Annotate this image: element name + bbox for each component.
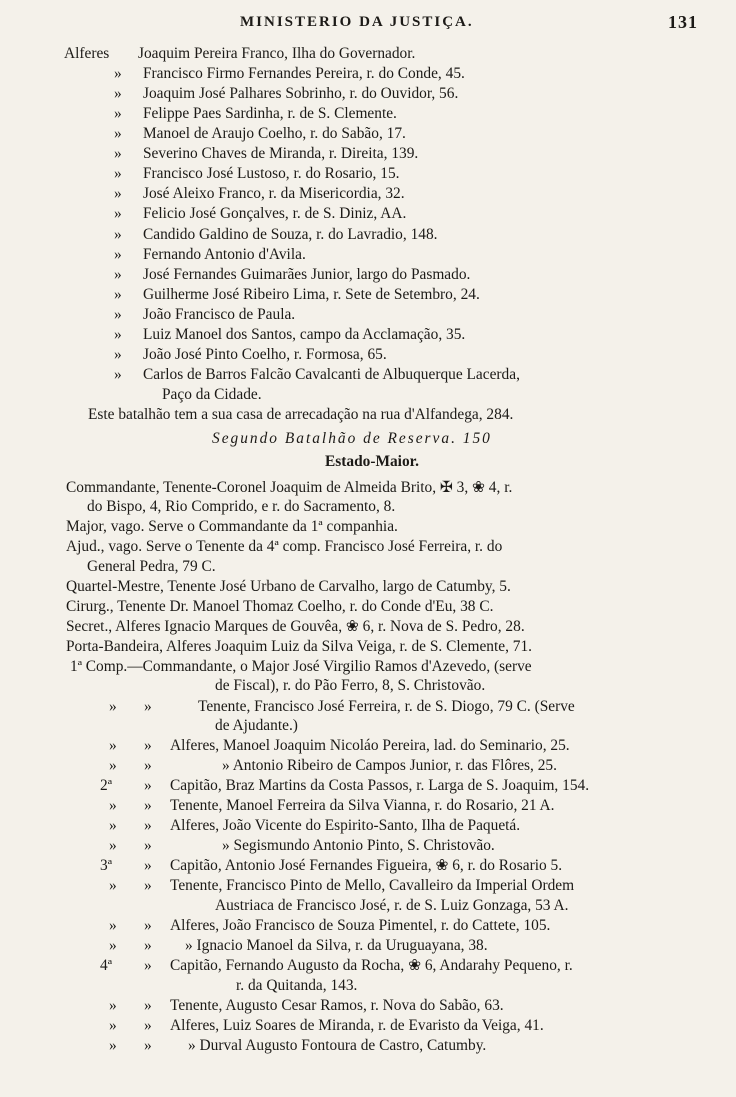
- company-col: »: [109, 997, 117, 1014]
- staff-line: Major, vago. Serve o Commandante da 1ª companhia.: [66, 518, 398, 535]
- company-entry: Tenente, Francisco Pinto de Mello, Cavalleiro da Imperial Ordem: [170, 877, 575, 894]
- page-header: [0, 14, 736, 38]
- company-entry: Tenente, Augusto Cesar Ramos, r. Nova do Sabão, 63.: [170, 997, 504, 1014]
- company-entry: de Ajudante.): [215, 717, 298, 734]
- company-entry: Capitão, Braz Martins da Costa Passos, r. Larga de S. Joaquim, 154.: [170, 777, 590, 794]
- staff-line: Cirurg., Tenente Dr. Manoel Thomaz Coelho, r. do Conde d'Eu, 38 C.: [66, 598, 494, 615]
- company-col: »: [109, 1017, 117, 1034]
- list-item: Guilherme José Ribeiro Lima, r. Sete de Setembro, 24.: [143, 286, 480, 303]
- company-col: »: [109, 837, 117, 854]
- company-col: 2ª: [100, 777, 112, 794]
- list-item-rank: »: [114, 246, 122, 263]
- list-item: Francisco José Lustoso, r. do Rosario, 15.: [143, 165, 400, 182]
- company-entry: Tenente, Francisco José Ferreira, r. de S. Diogo, 79 C. (Serve: [198, 698, 575, 715]
- staff-line: 1ª Comp.—Commandante, o Major José Virgilio Ramos d'Azevedo, (serve: [70, 658, 532, 675]
- company-entry: Alferes, Manoel Joaquim Nicoláo Pereira, lad. do Seminario, 25.: [170, 737, 570, 754]
- list-item: Francisco Firmo Fernandes Pereira, r. do Conde, 45.: [143, 65, 465, 82]
- section-title: Segundo Batalhão de Reserva. 150: [212, 430, 492, 447]
- company-col: »: [144, 797, 152, 814]
- list-item: Carlos de Barros Falcão Cavalcanti de Albuquerque Lacerda,: [143, 366, 520, 383]
- list-item-rank: »: [114, 226, 122, 243]
- page-number: 131: [668, 12, 698, 32]
- company-entry: Capitão, Fernando Augusto da Rocha, ❀ 6, Andarahy Pequeno, r.: [170, 957, 573, 974]
- company-entry: Austriaca de Francisco José, r. de S. Luiz Gonzaga, 53 A.: [215, 897, 569, 914]
- list-item: Luiz Manoel dos Santos, campo da Acclamação, 35.: [143, 326, 466, 343]
- list-item: José Aleixo Franco, r. da Misericordia, 32.: [143, 185, 405, 202]
- list-item-rank: »: [114, 326, 122, 343]
- list-item-rank: »: [114, 85, 122, 102]
- list-item-rank: Alferes: [64, 45, 110, 62]
- company-col: »: [144, 757, 152, 774]
- company-entry: Capitão, Antonio José Fernandes Figueira, ❀ 6, r. do Rosario 5.: [170, 857, 563, 874]
- company-col: »: [109, 817, 117, 834]
- list-item-rank: »: [114, 105, 122, 122]
- subsection-title: Estado-Maior.: [325, 453, 419, 470]
- staff-line: Secret., Alferes Ignacio Marques de Gouvêa, ❀ 6, r. Nova de S. Pedro, 28.: [66, 618, 525, 635]
- list-item: Paço da Cidade.: [162, 386, 262, 403]
- list-item: Severino Chaves de Miranda, r. Direita, 139.: [143, 145, 419, 162]
- staff-line: Commandante, Tenente-Coronel Joaquim de Almeida Brito, ✠ 3, ❀ 4, r.: [66, 479, 513, 496]
- company-entry: Alferes, Luiz Soares de Miranda, r. de Evaristo da Veiga, 41.: [170, 1017, 544, 1034]
- list-item-rank: »: [114, 346, 122, 363]
- company-col: »: [144, 857, 152, 874]
- company-col: »: [144, 698, 152, 715]
- company-col: »: [144, 877, 152, 894]
- company-col: »: [109, 698, 117, 715]
- list-item: Fernando Antonio d'Avila.: [143, 246, 306, 263]
- company-entry: r. da Quitanda, 143.: [236, 977, 358, 994]
- staff-line: de Fiscal), r. do Pão Ferro, 8, S. Christovão.: [215, 677, 486, 694]
- staff-line: do Bispo, 4, Rio Comprido, e r. do Sacramento, 8.: [87, 498, 396, 515]
- list-item-rank: »: [114, 145, 122, 162]
- list-item: João Francisco de Paula.: [143, 306, 296, 323]
- company-col: »: [109, 1037, 117, 1054]
- company-col: »: [144, 997, 152, 1014]
- page-title: MINISTERIO DA JUSTIÇA.: [240, 14, 474, 30]
- company-col: »: [144, 957, 152, 974]
- company-entry: » Ignacio Manoel da Silva, r. da Uruguayana, 38.: [185, 937, 488, 954]
- list-item: Felippe Paes Sardinha, r. de S. Clemente.: [143, 105, 397, 122]
- company-col: »: [144, 777, 152, 794]
- list-item: Joaquim José Palhares Sobrinho, r. do Ouvidor, 56.: [143, 85, 459, 102]
- company-entry: Tenente, Manoel Ferreira da Silva Vianna, r. do Rosario, 21 A.: [170, 797, 555, 814]
- list-item-rank: »: [114, 366, 122, 383]
- company-col: »: [144, 837, 152, 854]
- company-col: »: [109, 757, 117, 774]
- company-col: »: [144, 917, 152, 934]
- list-item: João José Pinto Coelho, r. Formosa, 65.: [143, 346, 387, 363]
- company-entry: Alferes, João Francisco de Souza Pimentel, r. do Cattete, 105.: [170, 917, 551, 934]
- list-item: Joaquim Pereira Franco, Ilha do Governador.: [138, 45, 416, 62]
- company-col: »: [109, 797, 117, 814]
- company-entry: Alferes, João Vicente do Espirito-Santo, Ilha de Paquetá.: [170, 817, 521, 834]
- company-col: »: [109, 877, 117, 894]
- list-item-rank: »: [114, 266, 122, 283]
- list-item-rank: »: [114, 125, 122, 142]
- staff-line: General Pedra, 79 C.: [87, 558, 216, 575]
- company-col: »: [144, 1017, 152, 1034]
- company-col: 3ª: [100, 857, 112, 874]
- list-item: Manoel de Araujo Coelho, r. do Sabão, 17.: [143, 125, 406, 142]
- list-item-rank: »: [114, 286, 122, 303]
- list-item-rank: »: [114, 205, 122, 222]
- company-col: »: [109, 937, 117, 954]
- list-item: Felicio José Gonçalves, r. de S. Diniz, AA.: [143, 205, 407, 222]
- list-item: Candido Galdino de Souza, r. do Lavradio, 148.: [143, 226, 438, 243]
- list-item-rank: »: [114, 165, 122, 182]
- list-item: José Fernandes Guimarães Junior, largo do Pasmado.: [143, 266, 471, 283]
- company-col: »: [144, 937, 152, 954]
- battalion-note: Este batalhão tem a sua casa de arrecadação na rua d'Alfandega, 284.: [88, 406, 514, 423]
- company-entry: » Segismundo Antonio Pinto, S. Christovão.: [222, 837, 495, 854]
- company-col: 4ª: [100, 957, 112, 974]
- staff-line: Ajud., vago. Serve o Tenente da 4ª comp. Francisco José Ferreira, r. do: [66, 538, 503, 555]
- company-col: »: [144, 817, 152, 834]
- list-item-rank: »: [114, 185, 122, 202]
- list-item-rank: »: [114, 306, 122, 323]
- company-entry: » Durval Augusto Fontoura de Castro, Catumby.: [188, 1037, 487, 1054]
- company-col: »: [109, 917, 117, 934]
- company-col: »: [144, 737, 152, 754]
- staff-line: Porta-Bandeira, Alferes Joaquim Luiz da Silva Veiga, r. de S. Clemente, 71.: [66, 638, 533, 655]
- company-col: »: [144, 1037, 152, 1054]
- company-entry: » Antonio Ribeiro de Campos Junior, r. das Flôres, 25.: [222, 757, 557, 774]
- company-col: »: [109, 737, 117, 754]
- staff-line: Quartel-Mestre, Tenente José Urbano de Carvalho, largo de Catumby, 5.: [66, 578, 511, 595]
- list-item-rank: »: [114, 65, 122, 82]
